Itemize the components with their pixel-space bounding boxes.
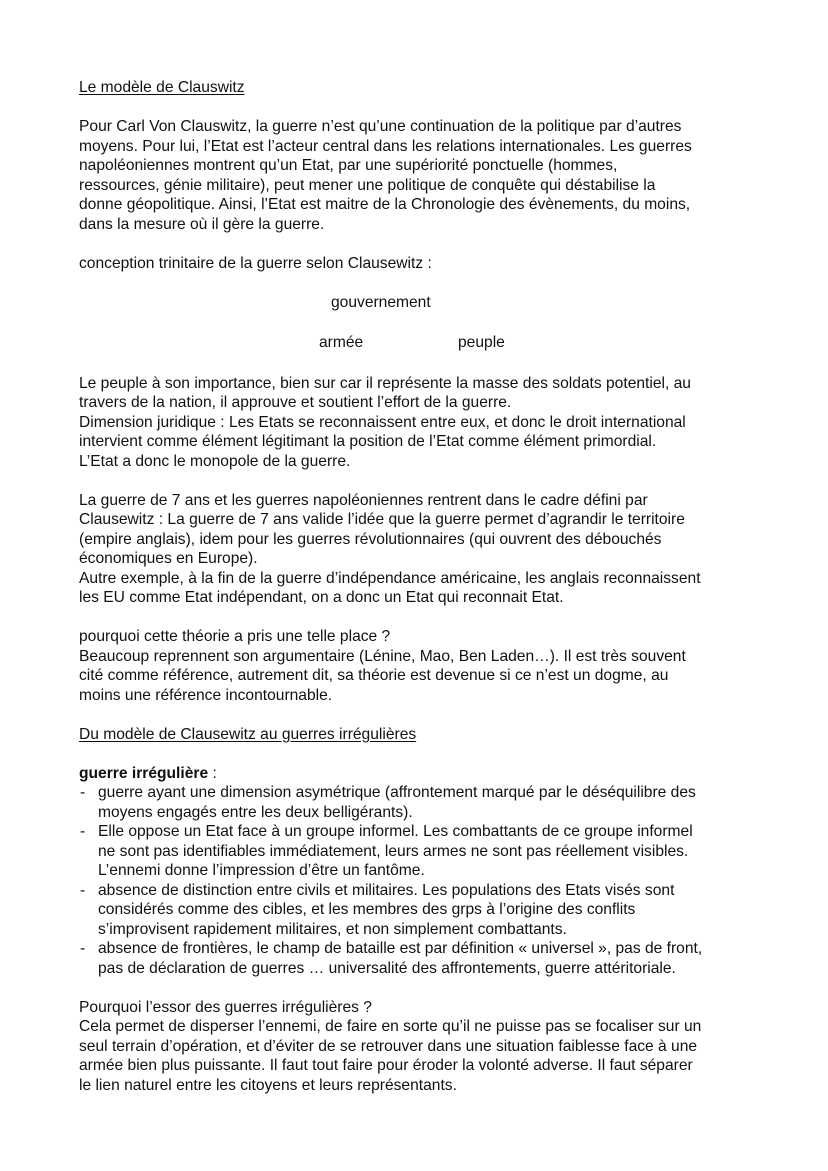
text-line: Le peuple à son importance, bien sur car il représente la masse des soldats potentiel, au [79,374,691,392]
text-line: pas de déclaration de guerres … universalité des affrontements, guerre attéritoriale. [98,959,676,977]
spacer [79,234,749,254]
trinity-intro: conception trinitaire de la guerre selon Clausewitz : [79,254,432,272]
text-line: travers de la nation, il approuve et soutient l’effort de la guerre. [79,394,512,411]
text-line: intervient comme élément légitimant la position de l’Etat comme élément primordial. [79,433,657,450]
text-line: napoléoniennes montrent qu’un Etat, par une supériorité ponctuelle (hommes, [79,157,618,174]
spacer [79,608,749,628]
trinity-left: armée [319,334,364,351]
text-line: Pour Carl Von Clauswitz, la guerre n’est qu’une continuation de la politique par d’autres [79,118,682,135]
spacer [79,98,749,118]
text-line: le lien naturel entre les citoyens et leurs représentants. [79,1076,457,1094]
paragraph [79,491,749,608]
list-item [79,783,749,822]
definition-colon: : [208,764,217,782]
paragraph [79,374,749,472]
text-line: armée bien plus puissante. Il faut tout faire pour éroder la volonté adverse. Il faut séparer [79,1057,693,1074]
text-line: ne sont pas identifiables immédiatement, leurs armes ne sont pas réellement visibles. [98,842,689,860]
spacer [79,471,749,491]
document-page [79,78,749,1095]
bullet-list [79,783,749,978]
list-item [79,939,749,978]
spacer [79,705,749,725]
trinity-top: gouvernement [331,293,431,311]
text-line: les EU comme Etat indépendant, on a donc un Etat qui reconnait Etat. [79,589,564,606]
text-line: considérés comme des cibles, et les membres des grps à l’origine des conflits [98,901,636,918]
spacer [79,744,749,764]
section-title: Le modèle de Clauswitz [79,79,245,96]
paragraph [79,627,749,705]
definition-term: guerre irrégulière [79,764,209,782]
definition-heading [79,764,749,784]
text-line: économiques en Europe). [79,550,258,567]
text-line: L’ennemi donne l’impression d’être un fantôme. [98,862,425,879]
text-line: Cela permet de disperser l’ennemi, de faire en sorte qu’il ne puisse pas se focaliser sur un [79,1018,702,1035]
text-line: s’improvisent rapidement militaires, et non simplement combattants. [98,920,567,938]
paragraph [79,998,749,1096]
text-line: moyens engagés entre les deux belligérants). [98,803,413,821]
trinity-right: peuple [458,334,505,351]
text-line: - absence de frontières, le champ de bataille est par définition « universel », pas de front, [98,940,703,957]
text-line: cité comme référence, autrement dit, sa théorie est devenue si ce n’est un dogme, au [79,667,669,684]
text-line: Clausewitz : La guerre de 7 ans valide l’idée que la guerre permet d’agrandir le territoire [79,511,685,528]
text-line: donne géopolitique. Ainsi, l’Etat est maitre de la Chronologie des évènements, du moins, [79,196,691,213]
text-line: ressources, génie militaire), peut mener une politique de conquête qui déstabilise la [79,176,656,194]
text-line: - absence de distinction entre civils et militaires. Les populations des Etats visés sont [98,881,675,899]
text-line: L’Etat a donc le monopole de la guerre. [79,452,351,470]
text-line: - guerre ayant une dimension asymétrique (affrontement marqué par le déséquilibre des [98,784,696,801]
text-line: moyens. Pour lui, l’Etat est l’acteur central dans les relations internationales. Les guerres [79,137,692,155]
text-line: Pourquoi l’essor des guerres irrégulières ? [79,998,372,1016]
text-line: (empire anglais), idem pour les guerres révolutionnaires (qui ouvrent des débouchés [79,530,662,548]
text-line: - Elle oppose un Etat face à un groupe informel. Les combattants de ce groupe informel [98,823,693,840]
text-line: La guerre de 7 ans et les guerres napoléoniennes rentrent dans le cadre défini par [79,491,648,509]
spacer [79,353,749,374]
list-item [79,822,749,881]
text-line: Beaucoup reprennent son argumentaire (Lénine, Mao, Ben Laden…). Il est très souvent [79,647,686,665]
text-line: dans la mesure où il gère la guerre. [79,215,325,233]
list-item [79,881,749,940]
text-line: Autre exemple, à la fin de la guerre d’indépendance américaine, les anglais reconnaissent [79,569,701,587]
text-line: moins une référence incontournable. [79,686,333,704]
text-line: pourquoi cette théorie a pris une telle place ? [79,628,391,645]
spacer [79,978,749,998]
text-line: seul terrain d’opération, et d’éviter de se retrouver dans une situation faiblesse face à une [79,1037,698,1055]
paragraph [79,117,749,234]
trinity-bottom-row [79,333,749,353]
text-line: Dimension juridique : Les Etats se reconnaissent entre eux, et donc le droit international [79,413,686,431]
section-title: Du modèle de Clausewitz au guerres irrégulières [79,725,417,743]
